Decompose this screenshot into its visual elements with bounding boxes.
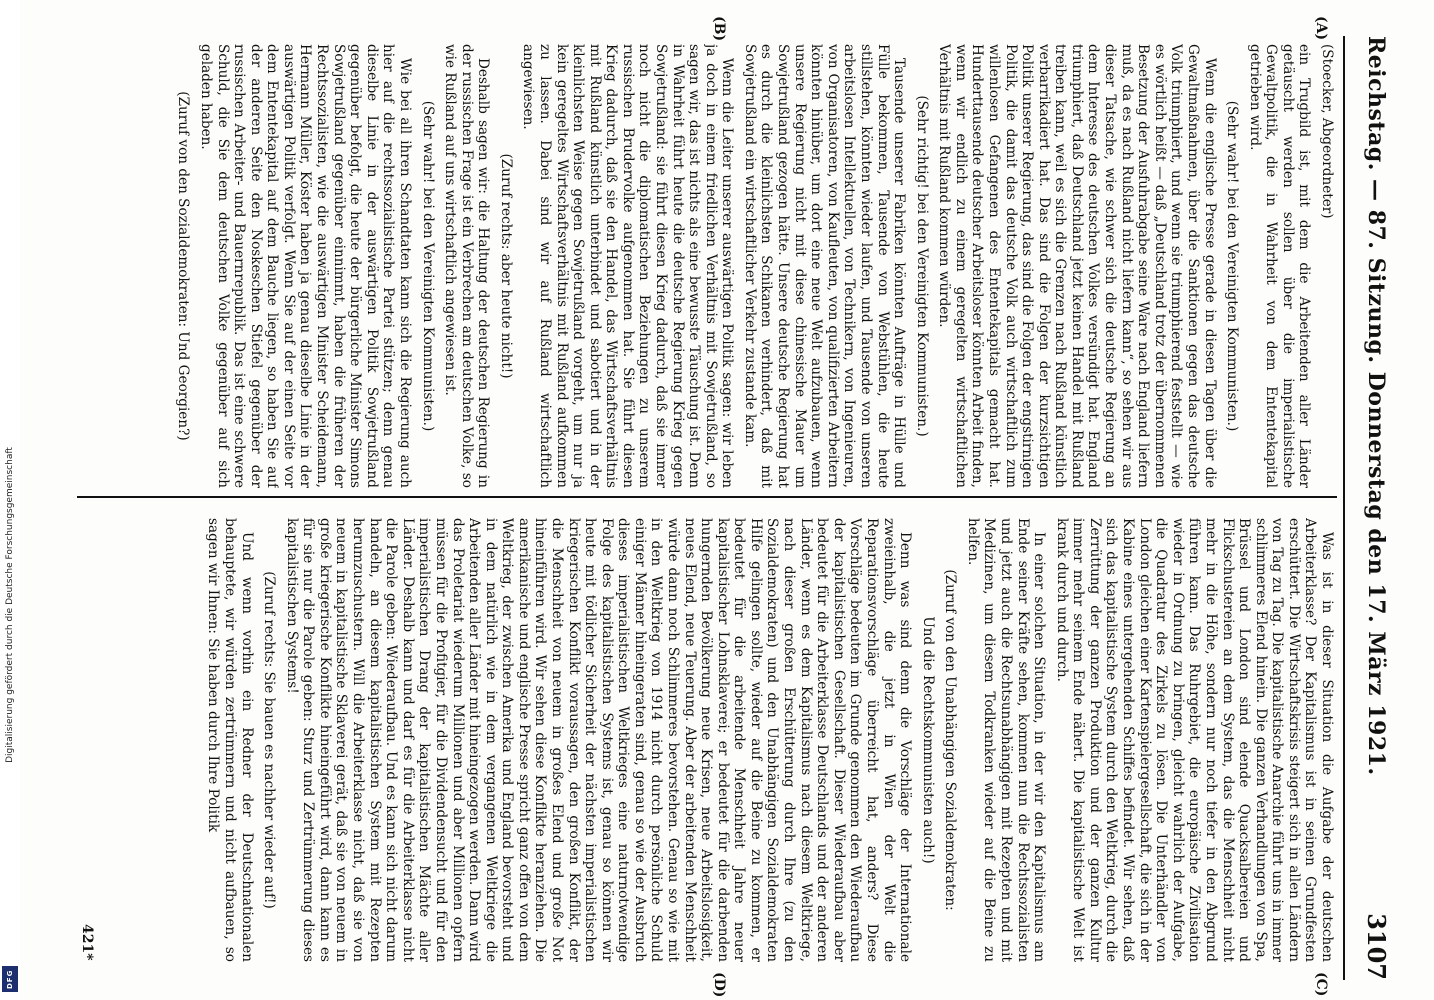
running-head: Reichstag. — 87. Sitzung. Donnerstag den 17. März 1921. [1363, 36, 1389, 776]
interjection: (Sehr richtig! bei den Vereinigten Kommunisten.) [913, 95, 930, 437]
paragraph: Deshalb sagen wir: die Haltung der deutschen Regierung in der russischen Frage ist ein Verbrechen am deutschen Volke, so wie Rußland auf uns wirtschaftlich angewiesen ist. [442, 44, 492, 488]
interjection: (Zuruf rechts: aber heute nicht!) [497, 153, 514, 379]
paragraph: (Stoecker, Abgeordneter) [1319, 44, 1335, 219]
digitization-strip [0, 0, 20, 1000]
margin-mark-b: (B) [711, 16, 727, 42]
interjection: Und die Rechtskommunisten auch!) [919, 616, 936, 864]
paragraph: Wenn die englische Presse gerade in diesen Tagen über die Gewaltmaßnahmen, über die Sanktionen gegen das deutsche Volk triumphiert, und wenn sie triumphierend feststellt — wie es wörtlich heißt — daß „Deutschland trotz der übernommenen Besetzung der Ausfuhrabgabe seine Ware nach England liefern muß, da es nach Rußland nicht liefern kann“, so sehen wir aus dieser Tatsache, wie schwer sich die deutsche Regierung an dem Interesse des deutschen Volkes versündigt hat. England triumphiert, daß Deutschland jetzt keinen Handel mit Rußland treiben kann, weil es sich die Grenzen nach Rußland künstlich verbarrikadiert hat. Das sind die Folgen der kurzsichtigen Politik unserer Regierung, das sind die Folgen der engstirnigen Politik, die damit das deutsche Volk auch wirtschaftlich zum willenlosen Gefangenen des Ententekapitals gemacht hat. Hunderttausende deutscher Arbeitsloser könnten Arbeit finden, wenn wir endlich zu einem geregelten wirtschaftlichen Verhältnis mit Rußland kommen würden. [936, 44, 1218, 488]
dfg-logo-icon: DFG [2, 966, 18, 992]
right-column [80, 518, 1335, 962]
paragraph: Und wenn vorhin ein Redner der Deutschnationalen behauptete, wir würden zertrümmern und nicht aufbauen, so sagen wir Ihnen: Sie haben durch Ihre Politik [205, 518, 255, 962]
paragraph: Tausende unserer Fabriken könnten Aufträge in Hülle und Fülle bekommen, Tausende von Webstühlen, die heute stillstehen, könnten wieder laufen, und Tausende von unseren arbeitslosen Intellektuellen, von Technikern, von Ingenieuren, von Organisatoren, von Kaufleuten, von qualifizierten Arbeitern könnten hinüber, um dort eine neue Welt aufzubauen, wenn unsere Regierung nicht mit diese chinesische Mauer um Sowjetrußland gezogen hätte. Unsere deutsche Regierung hat es durch die kleinlichsten Schikanen verhindert, daß mit Sowjetrußland ein wirtschaftlicher Verkehr zustande kam. [741, 44, 908, 488]
scanned-page [70, 16, 1395, 998]
paragraph: Wenn die Leiter unserer auswärtigen Politik sagen: wir leben ja doch in einem friedlichen Verhältnis mit Sowjetrußland, so sagen wir, das ist nichts als eine bewusste Täuschung ist. Denn in Wahrheit führt heute die deutsche Regierung Krieg gegen Sowjetrußland: sie führt diesen Krieg dadurch, daß sie immer noch nicht die diplomatischen Beziehungen zu unserem russischen Brudervolke aufgenommen hat. Sie führt diesen Krieg dadurch, daß sie den Handel, das Wirtschaftsverhältnis mit Rußland künstlich unterbindet und sabotiert und in der kleinlichsten Weise gegen Sowjetrußland vorgeht, um nur ja kein geregeltes Wirtschaftsverhältnis mit Rußland aufkommen zu lassen. Dabei sind wir auf Rußland wirtschaftlich angewiesen. [520, 44, 736, 488]
margin-mark-c: (C) [1313, 972, 1329, 997]
page-number: 3107 [1362, 913, 1391, 980]
paragraph: Denn was sind denn die Vorschläge der Internationale zweieinhalb, die jetzt in Wien der Welt die Reparationsvorschläge überreicht hat, anders? Diese Vorschläge bedeuten im Grunde genommen den Wiederaufbau der kapitalistischen Gesellschaft. Dieser Wiederaufbau aber bedeutet für die Arbeiterklasse Deutschlands und der anderen Länder, wenn es dem Kapitalismus nach diesem Weltkriege, nach dieser großen Erschütterung durch Ihre (zu den Sozialdemokraten) und den Unabhängigen Sozialdemokraten Hilfe gelingen sollte, wieder auf die Beine zu kommen, er bedeutet für die arbeitende Menschheit Jahre neuer kapitalistischer Lohnsklaverei; er bedeutet für die darbenden hungernden Bevölkerung neue Krisen, neue Arbeitslosigkeit, neues Elend, neue Teuerung. Aber der arbeitenden Menschheit würde dann noch Schlimmeres bevorstehen. Genau so wie mit in den Weltkrieg von 1914 nicht durch persönliche Schuld einiger Männer hineingeraten sind, genau so wie der Ausbruch dieses imperialistischen Weltkrieges eine naturnotwendige Folge des kapitalistischen Systems ist, genau so können wir heute mit tödlicher Sicherheit der nächsten imperialistischen kriegerischen Konflikt voraussagen, den großen Konflikt, der die Menschheit von neuem in großes Elend und große Not hineinführen wird. Wir sehen diese Konflikte heranziehen. Die amerikanische und englische Presse spricht ganz offen von dem Weltkrieg, der zwischen Amerika und England bevorsteht und in dem natürlich wie in dem vergangenen Weltkriege die Arbeitenden aller Länder mit hineingezogen werden. Dann wird das Proletariat wiederum Millionen und aber Millionen opfern müssen für die Profitgier, für die Dividendensucht und für den imperialistischen Drang der kapitalistischen Mächte aller Länder. Deshalb kann und darf es für die Arbeiterklasse nicht die Parole geben: Wiederaufbau. Und es kann sich nicht darum handeln, an diesem kapitalistischen System mit Rezepten herumzuschustern. Will die Arbeiterklasse nicht, daß sie von neuem in kapitalistische Sklaverei gerät, daß sie von neuem in große kriegerische Konflikte hineingeführt wird, dann kann es für sie nur die Parole geben: Sturz und Zertrümmerung dieses kapitalistischen Systems! [283, 518, 914, 962]
margin-mark-a: (A) [1313, 16, 1329, 41]
header-rule [1343, 36, 1345, 980]
paragraph: ein Trugbild ist, mit dem die Arbeitenden aller Länder getäuscht werden sollen über die imperialistische Gewaltpolitik, die in Wahrheit von dem Ententekapital getrieben wird. [1246, 44, 1313, 488]
interjection: (Zuruf von den Sozialdemokraten: Und Georgien?) [175, 91, 192, 441]
interjection: (Zuruf von den Unabhängigen Sozialdemokraten: [942, 569, 959, 911]
paragraph: Wie bei all ihren Schandtaten kann sich die Regierung auch hier auf die rechtssozialistische Partei stützen; denn genau dieselbe Linie in der auswärtigen Politik Sowjetrußland gegenüber befolgt, die heute der bürgerliche Minister Simons Sowjetrußland gegenüber einnimmt, haben die früheren der Rechtssozialisten, wie die auswärtigen Minister Scheidemann, Hermann Müller, Köster haben ja genau dieselbe Linie in der auswärtigen Politik verfolgt. Wenn Sie auf der einen Seite vor dem Ententekapital auf dem Bauche liegen, so haben Sie auf der anderen Seite den Noskeschen Stiefel gegenüber der russischen Arbeiter- und Bauernrepublik. Das ist eine schwere Schuld, die Sie dem deutschen Volke gegenüber auf sich geladen haben. [198, 44, 413, 488]
margin-mark-d: (D) [711, 972, 727, 998]
interjection: (Sehr wahr! bei den Vereinigten Kommunisten.) [419, 100, 436, 432]
paragraph: Was ist in dieser Situation die Aufgabe der deutschen Arbeiterklasse? Der Kapitalismus ist in seinen Grundfesten erschüttert. Die Wirtschaftskrisis steigert sich in allen Ländern von Tag zu Tag. Die kapitalistische Anarchie führt uns in immer schlimmeres Elend hinein. Die ganzen Verhandlungen von Spa, Brüssel und London sind elende Quacksalbereien und Flickschustereien an dem System, das die Menschheit nicht mehr in die Höhe, sondern nur noch tiefer in den Abgrund führen kann. Das Ruhrgebiet, die europäische Zivilisation wieder in Ordnung zu bringen, gleicht wahrlich der Aufgabe, die Quadratur des Zirkels zu lösen. Die Unterhändler von London gleichen einer Kartenspielergesellschaft, die sich in der Kabine eines untergehenden Schiffes befindet. Wir sehen, daß sich das kapitalistische System durch den Weltkrieg, durch die Zerrüttung der ganzen Produktion und der ganzen Kultur immer mehr seinem Ende nähert. Die kapitalistische Welt ist krank durch und durch. [1053, 518, 1335, 962]
paragraph: In einer solchen Situation, in der wir den Kapitalismus am Ende seiner Kräfte sehen, kommen nun die Rechtssozialisten und jetzt auch die Rechtsunabhängigen mit Rezepten und mit Medizinen, um diesem Todkranken wieder auf die Beine zu helfen. [964, 518, 1048, 962]
interjection: (Zuruf rechts: Sie bauen es nachher wieder auf!) [261, 571, 278, 909]
signature-mark: 421* [79, 924, 95, 961]
column-divider [77, 496, 1337, 498]
digitization-notice: Digitalisierung gefördert durch die Deutsche Forschungsgemeinschaft [5, 447, 15, 763]
left-column [80, 44, 1335, 488]
interjection: (Sehr wahr! bei den Vereinigten Kommunisten.) [1224, 100, 1241, 432]
page-header [1347, 36, 1395, 980]
